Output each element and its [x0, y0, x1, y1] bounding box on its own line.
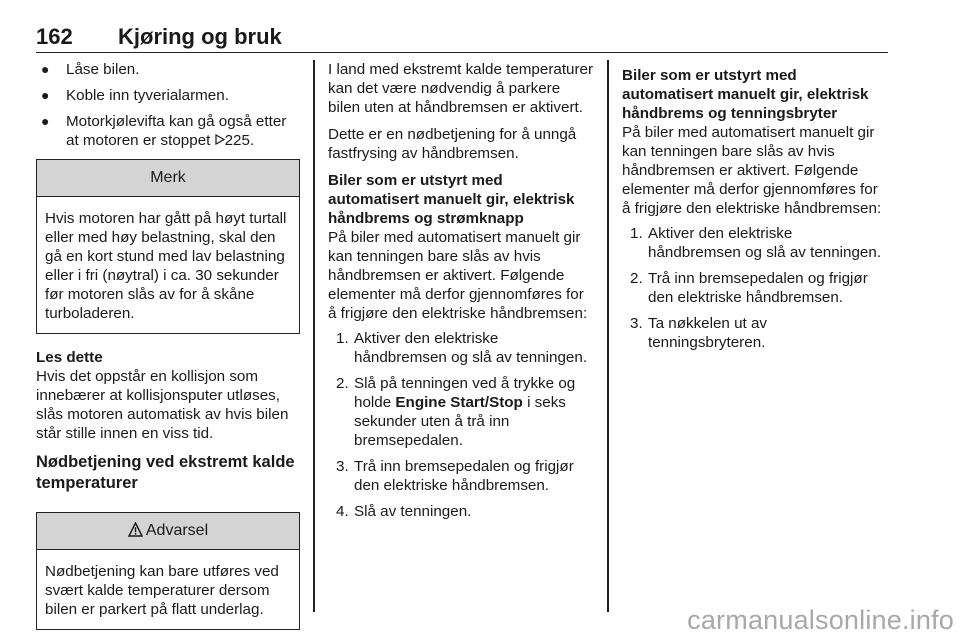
bullet-icon: ●: [41, 61, 50, 77]
les-dette-body: Hvis det oppstår en kollisjon som innebærer at kollisjonsputer utløses, slås motoren automatisk av hvis bilen står stille innen en viss tid.: [36, 368, 289, 442]
list-item: ● Låse bilen.: [41, 61, 140, 78]
warning-box: [36, 512, 300, 630]
engine-start-stop-label: Engine Start/Stop: [395, 394, 523, 411]
watermark: carmanualsonline.info: [687, 605, 954, 635]
list-item: ● Koble inn tyverialarmen.: [41, 87, 229, 104]
list-item: 2. Trå inn bremsepedalen og frigjør den elektriske håndbremsen.: [630, 270, 868, 306]
les-dette-section: [36, 348, 300, 443]
page-reference-link[interactable]: 225.: [224, 132, 255, 149]
list-item: 3. Ta nøkkelen ut av tenningsbryteren.: [630, 315, 768, 351]
list-item: 1. Aktiver den elektriske håndbremsen og slå av tenningen.: [336, 330, 588, 366]
triangle-ref-icon[interactable]: [215, 132, 225, 149]
subheading: Biler som er utstyrt med automatisert manuelt gir, elektrisk håndbrems og tenningsbryter: [622, 67, 869, 122]
bullet-icon: ●: [41, 113, 50, 129]
note-box-body: Hvis motoren har gått på høyt turtall eller med høy belastning, skal den gå en kort stund med lav belastning eller i fri (nøytral) i ca. 30 sekunder før motoren slås av for å skåne turboladeren.: [45, 210, 287, 322]
steps-list: [622, 224, 888, 352]
steps-list: [328, 329, 594, 521]
page-title: Kjøring og bruk: [118, 24, 282, 49]
list-item: 2. Slå på tenningen ved å trykke og holde Engine Start/Stop i seks sekunder uten å trå inn bremsepedalen.: [336, 375, 576, 449]
column-divider: [607, 60, 609, 612]
paragraph: I land med ekstremt kalde temperaturer kan det være nødvendig å parkere bilen uten at håndbremsen er aktivert.: [328, 61, 594, 116]
bullet-icon: ●: [41, 87, 50, 103]
list-item: ● Motorkjølevifta kan gå også etter at motoren er stoppet 225.: [41, 113, 287, 149]
page-number: 162: [36, 24, 73, 49]
warning-box-title: Advarsel: [37, 513, 299, 550]
les-dette-title: Les dette: [36, 349, 103, 366]
column-right: [622, 60, 888, 359]
paragraph: På biler med automatisert manuelt gir kan tenningen bare slås av hvis håndbremsen er aktivert. Følgende elementer må derfor gjennomføres for å frigjøre den elektriske håndbremsen:: [328, 229, 588, 322]
warning-triangle-icon: [128, 515, 143, 551]
section-heading: Nødbetjening ved ekstremt kalde temperaturer: [36, 453, 295, 492]
note-box: [36, 159, 300, 334]
list-item: 3. Trå inn bremsepedalen og frigjør den elektriske håndbremsen.: [336, 458, 574, 494]
subheading: Biler som er utstyrt med automatisert manuelt gir, elektrisk håndbrems og strømknapp: [328, 172, 575, 227]
list-item: 4. Slå av tenningen.: [336, 503, 472, 520]
warning-box-body: Nødbetjening kan bare utføres ved svært kalde temperaturer dersom bilen er parkert på flatt underlag.: [45, 563, 279, 618]
column-divider: [313, 60, 315, 612]
page-header: [36, 22, 888, 53]
column-middle: [328, 60, 594, 528]
note-box-title: Merk: [37, 160, 299, 197]
list-item: 1. Aktiver den elektriske håndbremsen og slå av tenningen.: [630, 225, 882, 261]
bullet-list: [36, 60, 300, 150]
paragraph: Dette er en nødbetjening for å unngå fastfrysing av håndbremsen.: [328, 126, 577, 162]
paragraph: På biler med automatisert manuelt gir kan tenningen bare slås av hvis håndbremsen er aktivert. Følgende elementer må derfor gjennomføres for å frigjøre den elektriske håndbremsen:: [622, 124, 882, 217]
column-left: [36, 60, 300, 630]
